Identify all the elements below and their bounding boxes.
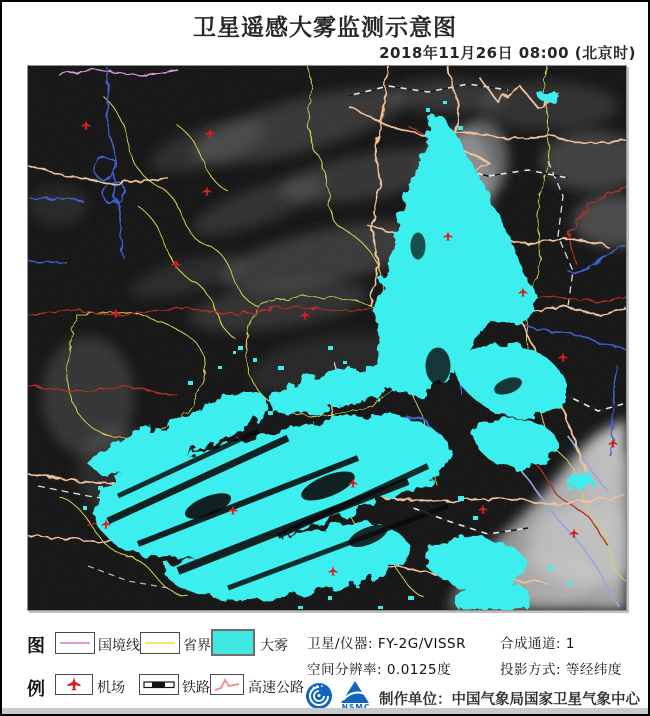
legend-label-top: 图 <box>27 636 45 657</box>
composite-channel-info: 合成通道: 1 <box>500 636 575 652</box>
producer-credit: 制作单位：中国气象局国家卫星气象中心 <box>379 692 640 708</box>
legend-label-airport: 机场 <box>97 680 125 696</box>
legend-label-railway: 铁路 <box>182 680 210 696</box>
legend-label-national-border: 国境线 <box>98 638 140 654</box>
spatial-resolution-info: 空间分辨率: 0.0125度 <box>307 662 452 678</box>
satellite-fog-map <box>27 65 627 611</box>
national-border-symbol-box <box>55 632 95 654</box>
legend-label-bottom: 例 <box>27 679 45 700</box>
page-title: 卫星遥感大雾监测示意图 <box>193 15 457 41</box>
satellite-map-canvas <box>28 66 626 610</box>
province-border-line-icon <box>141 633 179 653</box>
highway-symbol-box <box>210 674 244 695</box>
airport-symbol-box <box>55 674 93 695</box>
nsmc-triangle-icon <box>338 680 372 704</box>
legend-label-fog: 大雾 <box>260 638 288 654</box>
observation-datetime: 2018年11月26日 08:00 (北京时) <box>379 44 636 62</box>
legend-label-province-border: 省界 <box>183 638 211 654</box>
fog-swatch-icon <box>211 629 255 656</box>
bottom-edge-strip <box>2 708 648 714</box>
projection-info: 投影方式: 等经纬度 <box>500 662 622 678</box>
satellite-instrument-info: 卫星/仪器: FY-2G/VISSR <box>307 636 467 652</box>
national-border-line-icon <box>56 633 94 653</box>
legend-label-highway: 高速公路 <box>248 680 304 696</box>
railway-symbol-box <box>139 674 179 695</box>
highway-line-icon <box>211 675 243 694</box>
cma-spiral-icon <box>305 682 333 710</box>
airport-plane-icon <box>56 675 92 694</box>
province-border-symbol-box <box>140 632 180 654</box>
railway-line-icon <box>140 675 178 694</box>
